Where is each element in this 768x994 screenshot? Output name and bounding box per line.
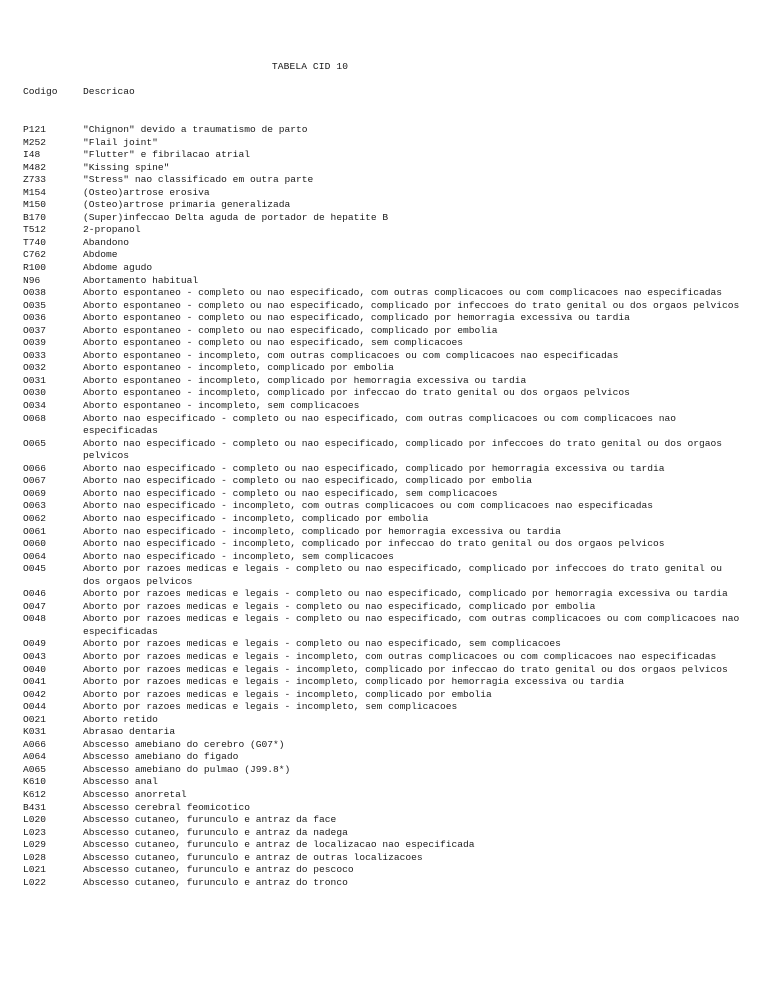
row-code: K031 <box>23 726 47 738</box>
table-row <box>0 137 768 150</box>
row-code: O044 <box>23 701 47 713</box>
row-code: C762 <box>23 249 47 261</box>
row-description: Aborto por razoes medicas e legais - incompleto, complicado por embolia <box>83 688 492 700</box>
table-row <box>0 588 768 601</box>
row-description: Abscesso anorretal <box>83 788 187 800</box>
row-code: O021 <box>23 713 47 725</box>
table-row <box>0 463 768 476</box>
table-row <box>0 776 768 789</box>
table-row <box>0 438 768 463</box>
table-row <box>0 852 768 865</box>
row-code: O030 <box>23 387 47 399</box>
row-code: O063 <box>23 500 47 512</box>
table-row <box>0 751 768 764</box>
row-description: Abscesso cutaneo, furunculo e antraz do tronco <box>83 876 348 888</box>
row-description: Abscesso cutaneo, furunculo e antraz de localizacao nao especificada <box>83 839 475 851</box>
table-row <box>0 187 768 200</box>
table-row <box>0 664 768 677</box>
row-description: Aborto espontaneo - incompleto, complicado por infeccao do trato genital ou dos orgaos pelvicos <box>83 387 630 399</box>
row-description: Abscesso amebiano do pulmao (J99.8*) <box>83 763 291 775</box>
row-description: (Super)infeccao Delta aguda de portador de hepatite B <box>83 211 389 223</box>
table-row <box>0 827 768 840</box>
row-description: 2-propanol <box>83 224 141 236</box>
table-row <box>0 375 768 388</box>
table-row <box>0 362 768 375</box>
row-code: M150 <box>23 199 47 211</box>
table-row <box>0 814 768 827</box>
row-code: O039 <box>23 337 47 349</box>
row-code: L021 <box>23 864 47 876</box>
row-description: (Osteo)artrose primaria generalizada <box>83 199 291 211</box>
table-row <box>0 199 768 212</box>
table-row <box>0 676 768 689</box>
row-code: O033 <box>23 349 47 361</box>
row-code: O031 <box>23 374 47 386</box>
row-description: Aborto espontaneo - incompleto, com outras complicacoes ou com complicacoes nao especificadas <box>83 349 619 361</box>
row-code: R100 <box>23 262 47 274</box>
row-code: L029 <box>23 839 47 851</box>
table-row <box>0 538 768 551</box>
row-code: K610 <box>23 776 47 788</box>
row-code: M154 <box>23 186 47 198</box>
table-row <box>0 325 768 338</box>
row-description: Aborto nao especificado - incompleto, complicado por infeccao do trato genital ou dos orgaos pelvicos <box>83 538 665 550</box>
table-row <box>0 739 768 752</box>
row-code: O040 <box>23 663 47 675</box>
row-code: O067 <box>23 475 47 487</box>
code-table <box>0 124 768 889</box>
row-code: O061 <box>23 525 47 537</box>
row-code: O060 <box>23 538 47 550</box>
row-description: Aborto por razoes medicas e legais - incompleto, complicado por hemorragia excessiva ou tardia <box>83 676 625 688</box>
row-code: A066 <box>23 738 47 750</box>
row-description: Aborto nao especificado - completo ou nao especificado, complicado por infeccoes do trato genital ou dos orgaos pelvicos <box>83 437 723 462</box>
table-row <box>0 638 768 651</box>
row-description: Aborto espontaneo - incompleto, sem complicacoes <box>83 400 360 412</box>
row-description: Aborto nao especificado - incompleto, com outras complicacoes ou com complicacoes nao especificadas <box>83 500 653 512</box>
table-row <box>0 513 768 526</box>
row-description: Aborto nao especificado - completo ou nao especificado, com outras complicacoes ou com complicacoes nao especificadas <box>83 412 676 437</box>
row-code: L020 <box>23 814 47 826</box>
table-row <box>0 789 768 802</box>
table-row <box>0 237 768 250</box>
row-description: "Flail joint" <box>83 136 158 148</box>
row-code: O046 <box>23 588 47 600</box>
row-code: B170 <box>23 211 47 223</box>
row-code: O049 <box>23 638 47 650</box>
table-row <box>0 262 768 275</box>
row-code: O036 <box>23 312 47 324</box>
row-code: I48 <box>23 149 41 161</box>
table-row <box>0 162 768 175</box>
row-description: Abscesso cutaneo, furunculo e antraz de outras localizacoes <box>83 851 423 863</box>
row-description: "Stress" nao classificado em outra parte <box>83 174 314 186</box>
table-row <box>0 764 768 777</box>
row-description: "Chignon" devido a traumatismo de parto <box>83 124 308 135</box>
row-code: O038 <box>23 287 47 299</box>
row-code: M482 <box>23 161 47 173</box>
row-code: L022 <box>23 876 47 888</box>
row-description: Aborto espontaneo - completo ou nao especificado, com outras complicacoes ou com complicacoes nao especificadas <box>83 287 723 299</box>
row-code: O068 <box>23 412 47 424</box>
table-row <box>0 400 768 413</box>
column-header-description: Descricao <box>83 86 135 97</box>
row-description: Aborto nao especificado - completo ou nao especificado, complicado por embolia <box>83 475 533 487</box>
row-description: Abscesso amebiano do figado <box>83 751 239 763</box>
table-row <box>0 312 768 325</box>
row-description: Abrasao dentaria <box>83 726 176 738</box>
row-code: K612 <box>23 788 47 800</box>
row-description: Abandono <box>83 236 130 248</box>
table-row <box>0 864 768 877</box>
table-row <box>0 337 768 350</box>
row-description: Aborto espontaneo - completo ou nao especificado, sem complicacoes <box>83 337 463 349</box>
row-description: Aborto retido <box>83 713 158 725</box>
row-description: Abdome <box>83 249 118 261</box>
row-code: T740 <box>23 236 47 248</box>
row-description: Abscesso cerebral feomicotico <box>83 801 250 813</box>
page-title: TABELA CID 10 <box>271 61 349 72</box>
row-code: O043 <box>23 650 47 662</box>
row-description: Abscesso cutaneo, furunculo e antraz da face <box>83 814 337 826</box>
row-code: O032 <box>23 362 47 374</box>
row-description: Aborto por razoes medicas e legais - completo ou nao especificado, sem complicacoes <box>83 638 561 650</box>
row-code: O048 <box>23 613 47 625</box>
row-description: Abdome agudo <box>83 262 153 274</box>
row-code: T512 <box>23 224 47 236</box>
row-code: O045 <box>23 563 47 575</box>
table-row <box>0 174 768 187</box>
row-description: Abscesso cutaneo, furunculo e antraz da nadega <box>83 826 348 838</box>
row-description: Aborto por razoes medicas e legais - incompleto, sem complicacoes <box>83 701 458 713</box>
table-row <box>0 287 768 300</box>
row-description: Aborto por razoes medicas e legais - completo ou nao especificado, complicado por embolia <box>83 600 596 612</box>
table-row <box>0 601 768 614</box>
row-description: Aborto por razoes medicas e legais - incompleto, com outras complicacoes ou com complicacoes nao especificadas <box>83 650 717 662</box>
row-description: (Osteo)artrose erosiva <box>83 186 210 198</box>
table-row <box>0 551 768 564</box>
row-code: O035 <box>23 299 47 311</box>
row-code: L023 <box>23 826 47 838</box>
table-row <box>0 526 768 539</box>
row-code: P121 <box>23 124 47 135</box>
row-code: L028 <box>23 851 47 863</box>
row-code: A065 <box>23 763 47 775</box>
row-code: O062 <box>23 512 47 524</box>
table-row <box>0 475 768 488</box>
row-code: O042 <box>23 688 47 700</box>
row-description: Aborto espontaneo - incompleto, complicado por embolia <box>83 362 394 374</box>
row-code: A064 <box>23 751 47 763</box>
table-row <box>0 413 768 438</box>
row-code: O037 <box>23 324 47 336</box>
row-description: Abscesso cutaneo, furunculo e antraz do pescoco <box>83 864 354 876</box>
row-code: O047 <box>23 600 47 612</box>
row-description: "Flutter" e fibrilacao atrial <box>83 149 250 161</box>
table-row <box>0 224 768 237</box>
row-description: Aborto nao especificado - completo ou nao especificado, sem complicacoes <box>83 487 498 499</box>
table-row <box>0 500 768 513</box>
row-code: O066 <box>23 462 47 474</box>
row-code: O034 <box>23 400 47 412</box>
table-row <box>0 387 768 400</box>
table-row <box>0 613 768 638</box>
row-description: Aborto por razoes medicas e legais - incompleto, complicado por infeccao do trato genital ou dos orgaos pelvicos <box>83 663 728 675</box>
table-row <box>0 249 768 262</box>
table-row <box>0 651 768 664</box>
row-code: O064 <box>23 550 47 562</box>
table-row <box>0 802 768 815</box>
table-row <box>0 212 768 225</box>
table-row <box>0 839 768 852</box>
row-description: Aborto nao especificado - incompleto, sem complicacoes <box>83 550 394 562</box>
row-code: O069 <box>23 487 47 499</box>
table-row <box>0 726 768 739</box>
row-description: Aborto por razoes medicas e legais - completo ou nao especificado, complicado por hemorragia excessiva ou tardia <box>83 588 728 600</box>
row-description: Abscesso anal <box>83 776 158 788</box>
table-row <box>0 149 768 162</box>
row-description: Aborto espontaneo - completo ou nao especificado, complicado por hemorragia excessiva ou tardia <box>83 312 630 324</box>
table-row <box>0 689 768 702</box>
row-description: Aborto espontaneo - incompleto, complicado por hemorragia excessiva ou tardia <box>83 374 527 386</box>
row-description: Aborto nao especificado - incompleto, complicado por hemorragia excessiva ou tardia <box>83 525 561 537</box>
row-code: N96 <box>23 274 41 286</box>
row-code: M252 <box>23 136 47 148</box>
row-code: O065 <box>23 437 47 449</box>
table-row <box>0 714 768 727</box>
table-row <box>0 300 768 313</box>
row-description: Abortamento habitual <box>83 274 199 286</box>
table-row <box>0 350 768 363</box>
row-description: "Kissing spine" <box>83 161 170 173</box>
table-row <box>0 124 768 137</box>
row-code: O041 <box>23 676 47 688</box>
row-code: Z733 <box>23 174 47 186</box>
row-description: Aborto por razoes medicas e legais - completo ou nao especificado, complicado por infeccoes do trato genital ou dos orgaos pelvicos <box>83 563 723 587</box>
row-description: Aborto nao especificado - completo ou nao especificado, complicado por hemorragia excessiva ou tardia <box>83 462 665 474</box>
table-row <box>0 563 768 588</box>
table-row <box>0 275 768 288</box>
row-description: Aborto espontaneo - completo ou nao especificado, complicado por infeccoes do trato genital ou dos orgaos pelvicos <box>83 299 740 311</box>
row-description: Aborto espontaneo - completo ou nao especificado, complicado por embolia <box>83 324 498 336</box>
column-header-code: Codigo <box>23 86 58 97</box>
table-row <box>0 877 768 890</box>
row-description: Aborto nao especificado - incompleto, complicado por embolia <box>83 512 429 524</box>
row-code: B431 <box>23 801 47 813</box>
row-description: Abscesso amebiano do cerebro (G07*) <box>83 738 285 750</box>
table-row <box>0 488 768 501</box>
table-row <box>0 701 768 714</box>
row-description: Aborto por razoes medicas e legais - completo ou nao especificado, com outras complicacoes ou com complicacoes nao especificadas <box>83 613 740 637</box>
